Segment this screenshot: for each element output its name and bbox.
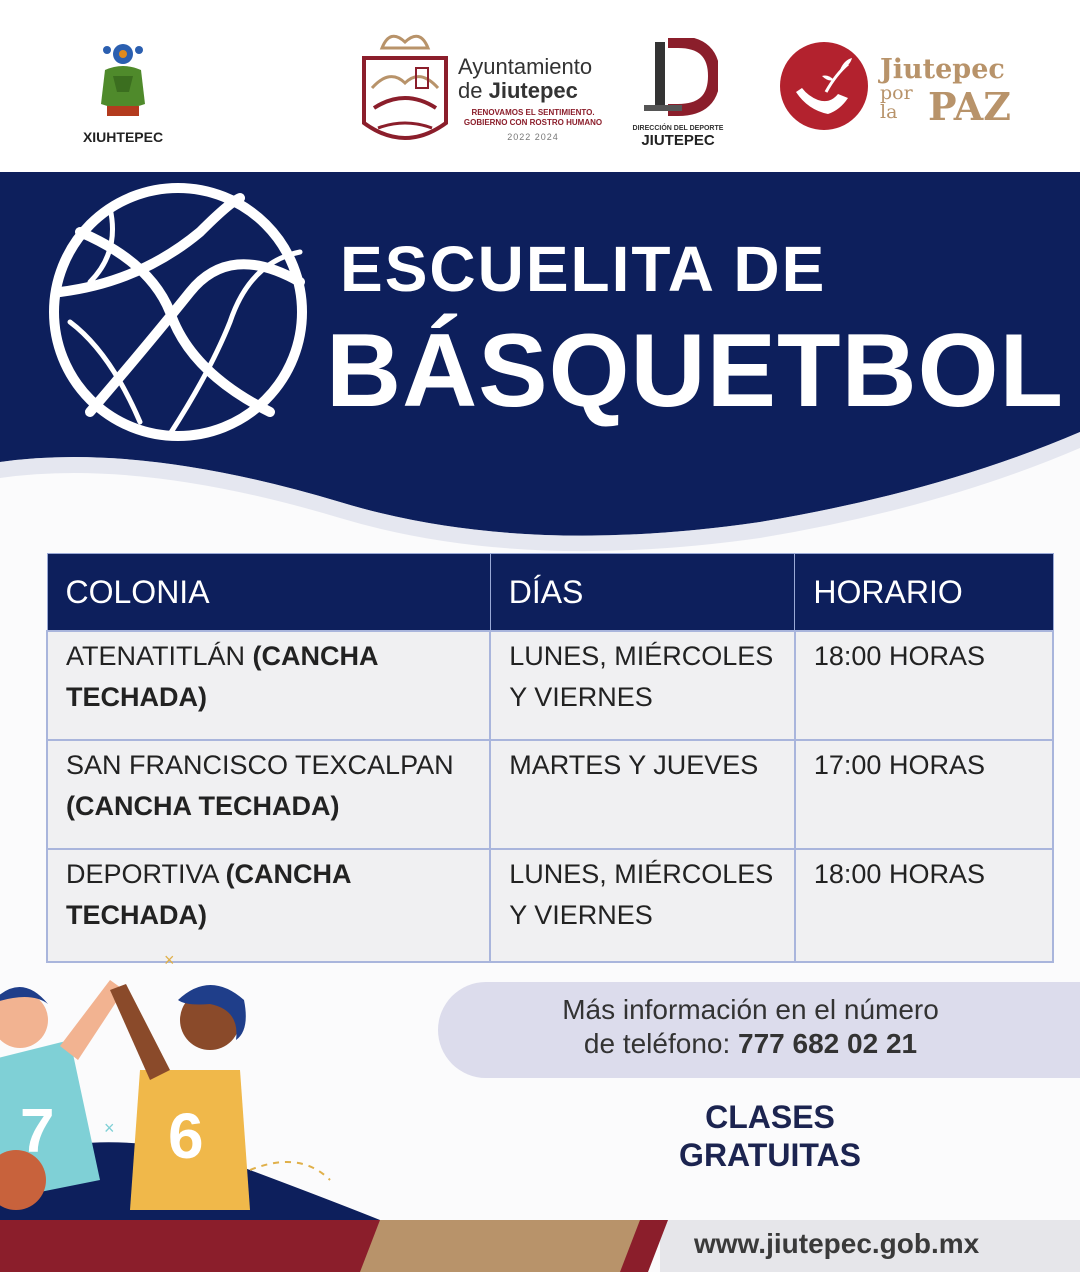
ayuntamiento-shield-icon bbox=[360, 28, 450, 153]
cell-horario: 18:00 HORAS bbox=[795, 849, 1053, 962]
table-row bbox=[47, 631, 1053, 740]
schedule-table bbox=[46, 553, 1054, 963]
paz-hands-icon bbox=[778, 40, 870, 132]
colonia-venue: (CANCHA TECHADA) bbox=[66, 791, 340, 821]
ayuntamiento-years: 2022 2024 bbox=[507, 132, 559, 142]
cell-colonia bbox=[47, 631, 490, 740]
deporte-small-label: DIRECCIÓN DEL DEPORTE bbox=[632, 125, 724, 132]
free-line1: CLASES bbox=[705, 1099, 835, 1135]
player2-jersey-number: 6 bbox=[168, 1100, 204, 1172]
players-high-five-illustration bbox=[0, 920, 420, 1220]
colonia-venue: (CANCHA TECHADA) bbox=[66, 859, 351, 930]
header-colonia: COLONIA bbox=[47, 554, 490, 632]
ayuntamiento-city: Jiutepec bbox=[488, 78, 578, 103]
deporte-big-label: JIUTEPEC bbox=[641, 132, 715, 149]
cell-horario: 18:00 HORAS bbox=[795, 631, 1053, 740]
paz-line3: PAZ bbox=[928, 84, 1012, 129]
cell-dias: LUNES, MIÉRCOLES Y VIERNES bbox=[490, 631, 795, 740]
title-line1: ESCUELITA DE bbox=[340, 233, 827, 305]
paz-por: por bbox=[880, 82, 913, 104]
deporte-d-icon bbox=[638, 38, 718, 118]
sparkle-icon: × bbox=[164, 950, 175, 970]
cell-horario: 17:00 HORAS bbox=[795, 740, 1053, 849]
colonia-venue: (CANCHA TECHADA) bbox=[66, 641, 378, 712]
ayuntamiento-title: Ayuntamiento bbox=[458, 54, 593, 79]
table-row bbox=[47, 740, 1053, 849]
cell-dias: MARTES Y JUEVES bbox=[490, 740, 795, 849]
ayuntamiento-subtitle bbox=[458, 78, 578, 104]
ayuntamiento-logo bbox=[360, 28, 610, 153]
free-line2: GRATUITAS bbox=[679, 1137, 861, 1173]
phone-number: 777 682 02 21 bbox=[738, 1028, 918, 1059]
paz-line2 bbox=[880, 84, 913, 122]
cell-colonia bbox=[47, 740, 490, 849]
website-link[interactable]: www.jiutepec.gob.mx bbox=[694, 1228, 980, 1259]
colonia-name: DEPORTIVA bbox=[66, 859, 219, 889]
player1-jersey-number: 7 bbox=[20, 1097, 55, 1166]
colonia-name: SAN FRANCISCO TEXCALPAN bbox=[66, 750, 454, 780]
jiutepec-por-la-paz-logo bbox=[778, 40, 1018, 135]
contact-line2 bbox=[438, 1028, 1063, 1060]
xiuhtepec-emblem-icon bbox=[95, 40, 151, 122]
xiuhtepec-logo bbox=[78, 40, 168, 145]
free-classes bbox=[640, 1098, 900, 1174]
sparkle-icon: × bbox=[104, 1118, 115, 1138]
title-line2: BÁSQUETBOL bbox=[326, 313, 1064, 429]
cell-dias: LUNES, MIÉRCOLES Y VIERNES bbox=[490, 849, 795, 962]
ayuntamiento-slogan: RENOVAMOS EL SENTIMIENTO. GOBIERNO CON ROSTRO HUMANO bbox=[463, 108, 603, 127]
contact-info-pill bbox=[438, 982, 1080, 1078]
paz-la: la bbox=[880, 101, 898, 123]
table-header-row bbox=[47, 554, 1053, 632]
paz-line1: Jiutepec bbox=[880, 54, 1005, 85]
phone-prefix: de teléfono: bbox=[583, 1028, 739, 1059]
colonia-name: ATENATITLÁN bbox=[66, 641, 246, 671]
xiuhtepec-label: XIUHTEPEC bbox=[82, 129, 164, 145]
header-dias: DÍAS bbox=[490, 554, 795, 632]
ayuntamiento-prefix: de bbox=[458, 78, 489, 103]
header-horario: HORARIO bbox=[795, 554, 1053, 632]
contact-line1: Más información en el número bbox=[562, 994, 939, 1025]
logo-bar bbox=[0, 0, 1080, 172]
direccion-deporte-logo bbox=[628, 38, 728, 149]
